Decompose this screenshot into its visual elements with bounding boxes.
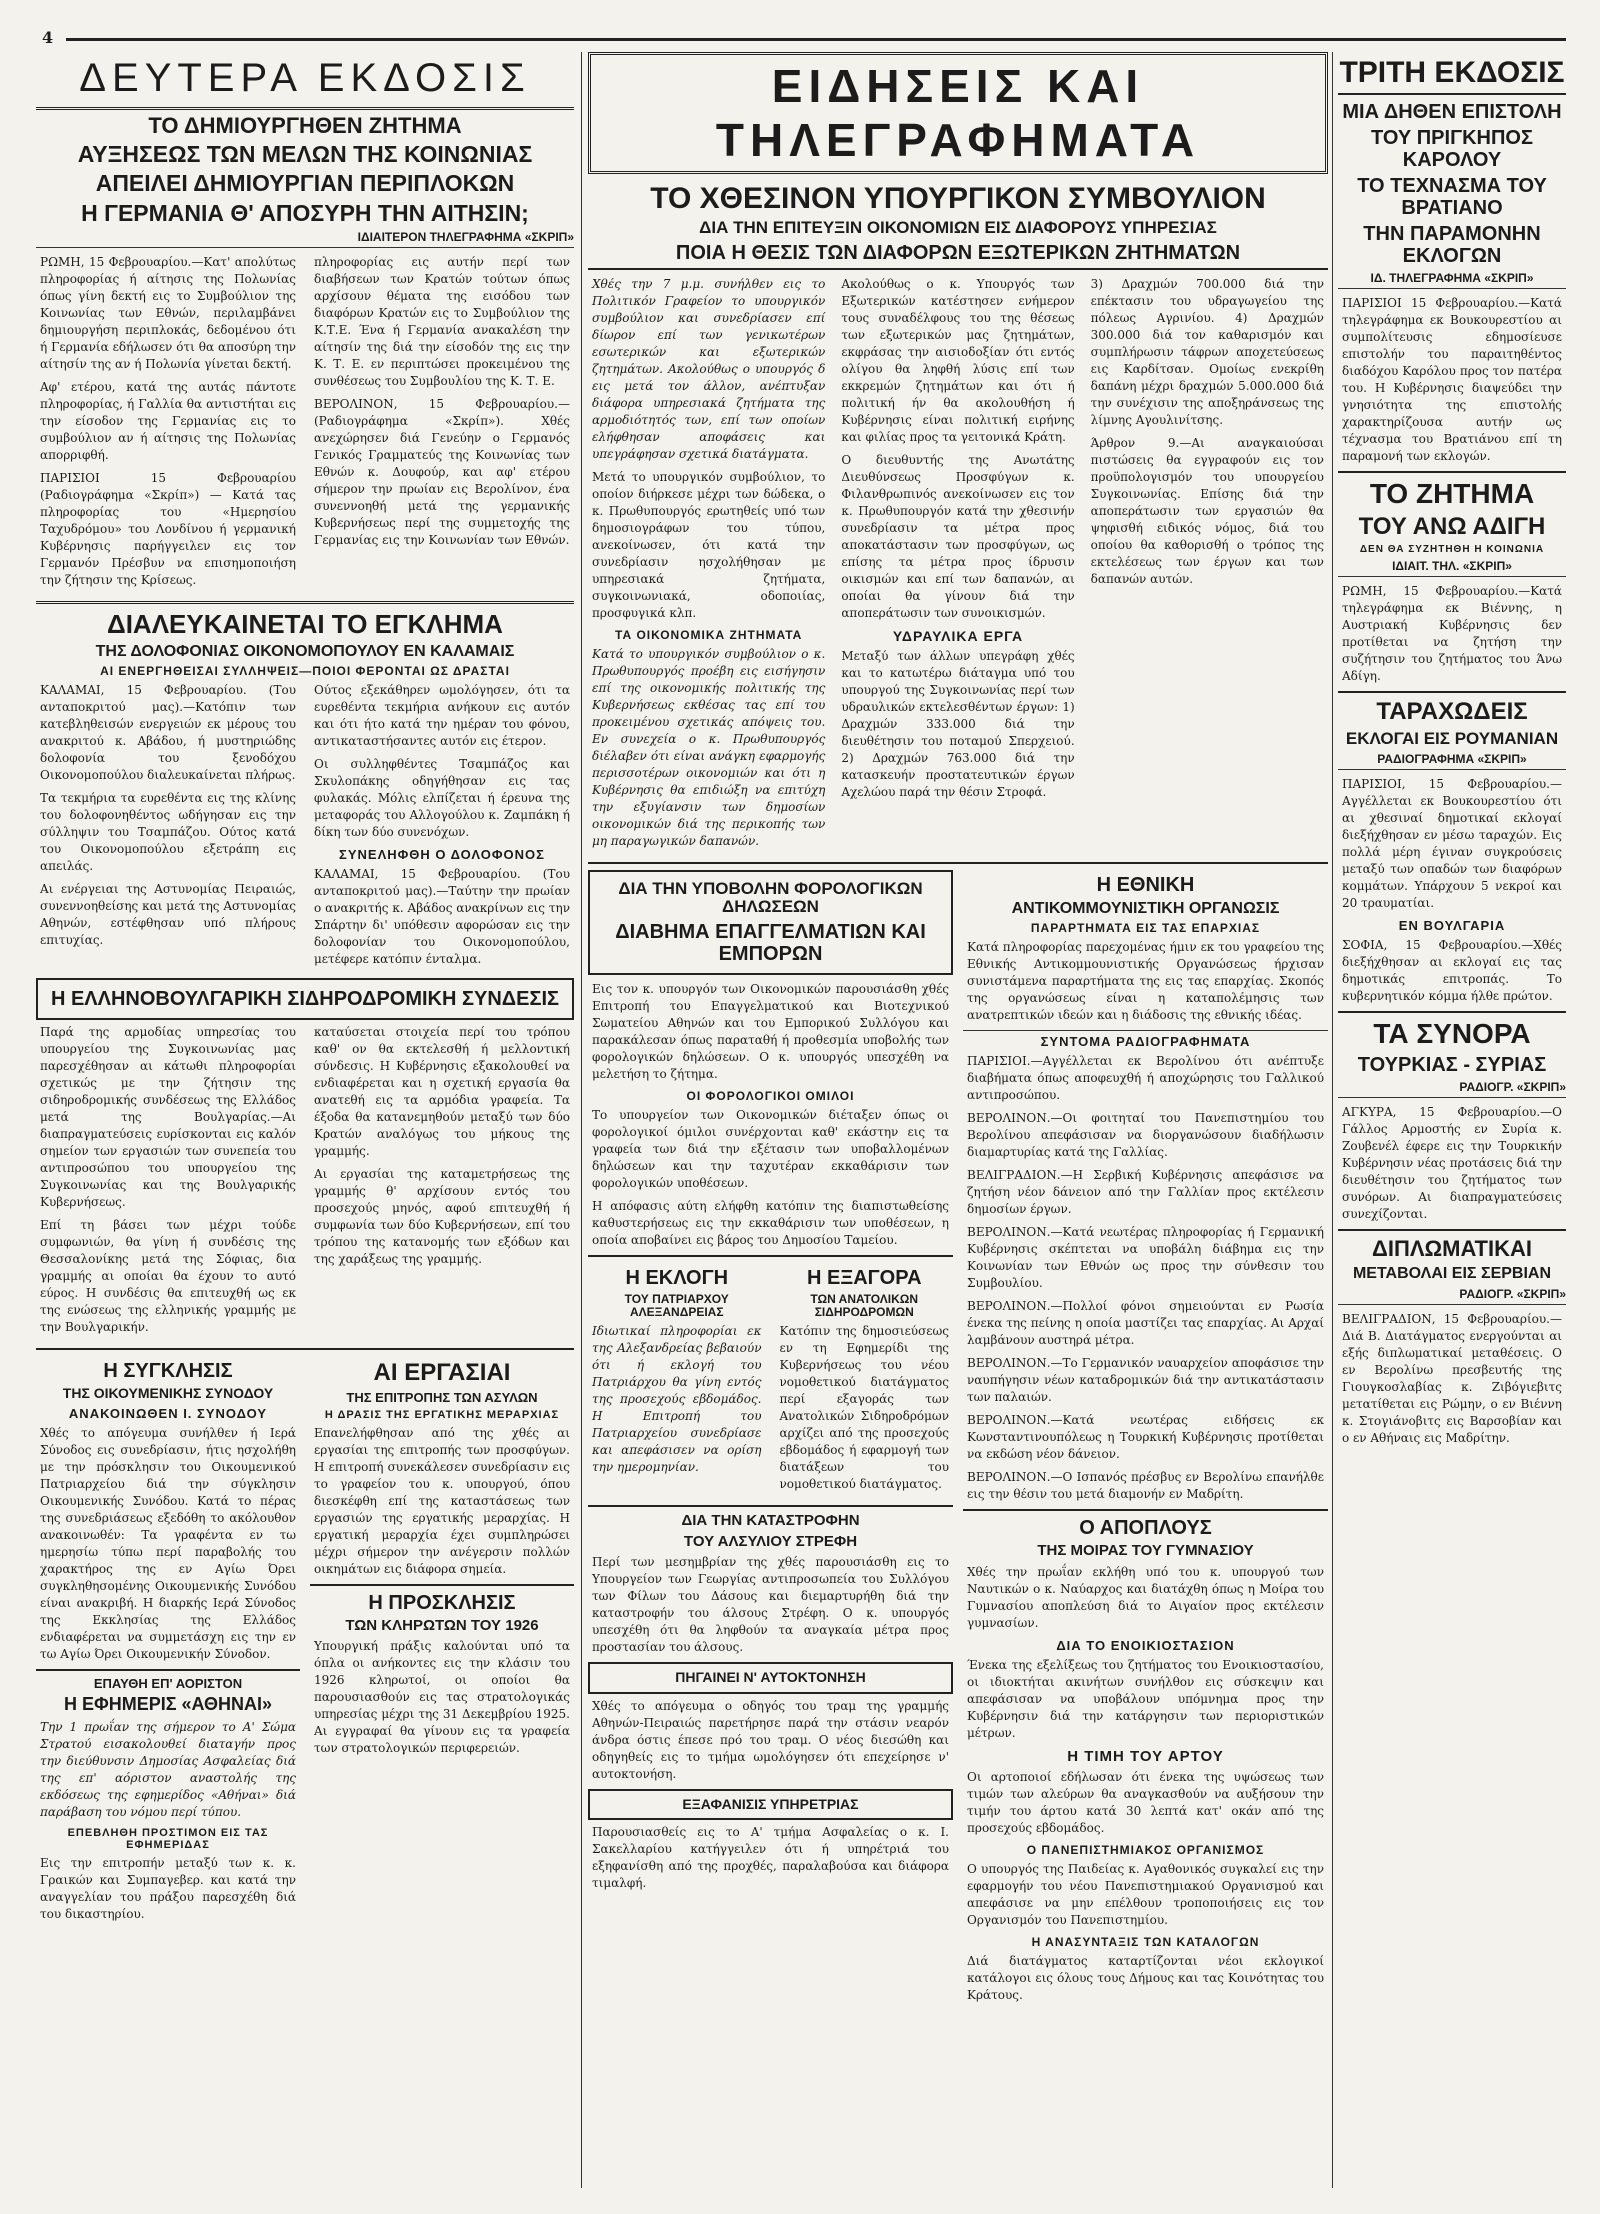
article-text: Άρθρον 9.—Αι αναγκαιούσαι πιστώσεις θα εγγραφούν εις τον προϋπολογισμόν του υπουργείου Συγκοινωνίας. Επίσης διά την αποπεράτωσιν των εργασιών θα ψηφισθή ειδικός νόμος, διά του οποίου θα καθορισθή ο τρόπος της εκτελέσεως των έργων και των δαπανών αυτών. <box>1090 435 1324 586</box>
article-text: Κατά το υπουργικόν συμβούλιον ο κ. Πρωθυπουργός προέβη εις εισήγησιν επί της οικονομικής πολιτικής της Κυβερνήσεως εκθέσας τας επί του προκειμένου σχετικάς απόψεις του. Εν συνεχεία ο κ. Πρωθυπουργός διέλαβεν ότι είναι ανάγκη εφαρμογής περισσοτέρων οικονομιών και ότι η Κυβέρνησις θα επιδιώξη να επιτύχη την εξυγίανσιν των δημοσίων οικονομικών διά της περικοπής των μη παραγωγικών δαπανών. <box>592 646 826 848</box>
article-text: ΑΓΚΥΡΑ, 15 Φεβρουαρίου.—Ο Γάλλος Αρμοστής εν Συρία κ. Ζουβενέλ έφερε εις την Τουρκικήν Κυβέρνησιν νέας προτάσεις διά την διευθέτησιν του ζητήματος των συνόρων. Αι διαπραγματεύσεις συνεχίζονται. <box>1342 1105 1562 1222</box>
article-text: 3) Δραχμών 700.000 διά την επέκτασιν του υδραγωγείου της πόλεως Αγρινίου. 4) Δραχμών 300.000 διά τον καθαρισμόν και συμπλήρωσιν τάφρων αποχετεύσεως εις Καρδίτσαν. Ομοίως ενεκρίθη δαπάνη μέχρι δραχμών 5.000.000 διά την συνέχισιν της αποξηράνσεως της λίμνης Αγουλινίτσης. <box>1090 276 1324 427</box>
article-title: ΕΚΛΟΓΑΙ ΕΙΣ ΡΟΥΜΑΝΙΑΝ <box>1345 728 1559 748</box>
article-subtitle: ΔΕΝ ΘΑ ΣΥΖΗΤΗΘΗ Η ΚΟΙΝΩΝΙΑ <box>1359 544 1545 556</box>
article-tax <box>588 870 953 2010</box>
article-text: Αφ' ετέρου, κατά της αυτάς πάντοτε πληροφορίας, ή Γαλλία θα αντιστήται εις την είσοδον της Γερμανίας εις το συμβούλιον αν ή αίτησις της Πολωνίας απορριφθή. <box>40 380 296 463</box>
article-text: Χθές το απόγευμα ο οδηγός του τραμ της γραμμής Αθηνών-Πειραιώς παρετήρησε παρά την στάσιν νεαρόν άνδρα όστις έπεσε πρό του τραμ. Ο νέος διεσώθη και οδηγηθείς εις το τμήμα ωμολόγησεν ότι επεχείρησε ν' αυτοκτονήση. <box>592 1698 949 1781</box>
article-byline: ΡΑΔΙΟΓΡ. «ΣΚΡΙΠ» <box>1338 1287 1566 1305</box>
article-title: ΤΗΣ ΔΟΛΟΦΟΝΙΑΣ ΟΙΚΟΝΟΜΟΠΟΥΛΟΥ ΕΝ ΚΑΛΑΜΑΙΣ <box>95 642 515 660</box>
article-title: Η ΕΚΛΟΓΗ <box>625 1267 729 1290</box>
article-text: Χθές την 7 μ.μ. συνήλθεν εις το Πολιτικόν Γραφείον το υπουργικόν συμβούλιον και συνεδρίασεν επί δίωρον επί των γενικωτέρων εσωτερικών και εξωτερικών ζητημάτων. Ακολούθως ο υπουργός δ εις μετά τον άλλον, ανέπτυξαν διάφορα υπηρεσιακά ζητήματα της αρμοδιότητός των, επί των οποίων ελήφθησαν αποφάσεις και υπεγράφησαν σχετικά διατάγματα. <box>592 276 826 461</box>
article-text: Οι αρτοποιοί εδήλωσαν ότι ένεκα της υψώσεως των τιμών των αλεύρων θα αναγκασθούν να αυξήσουν την τιμήν του άρτου κατά 30 λεπτά κατ' οκάν από της προσεχούς εβδομάδος. <box>967 1769 1324 1835</box>
article-text: Παρουσιασθείς εις το Α' τμήμα Ασφαλείας ο κ. Ι. Σακελλαρίου κατήγγειλεν ότι ή υπηρέτριά του εξηφανίσθη από της προχθές, παραλαβούσα και διάφορα τιμαλφή. <box>592 1825 949 1891</box>
article-text: ΚΑΛΑΜΑΙ, 15 Φεβρουαρίου. (Του ανταποκριτού μας).—Ταύτην την πρωίαν ο ανακριτής κ. Αβάδος ανακρίνων εις την Σπάρτην δι' υπόθεσιν αφορώσαν εις την δολοφονίαν του Οικονομοπούλου, μετέφερε κατόπιν ένταλμα. <box>314 867 570 967</box>
article-text: Ακολούθως ο κ. Υπουργός των Εξωτερικών κατέστησεν ενήμερον τους συναδέλφους του της θέσεως των εξωτερικών μας ζητημάτων, εκφράσας την αισιοδοξίαν ότι εντός ολίγου θα ληφθή λύσις επί των εκκρεμών ζητημάτων και ότι ή πολιτική ήν θα ακολουθήση ή Κυβέρνησις είναι πολιτική ειρήνης και φιλίας προς τα γειτονικά Κράτη. <box>841 276 1075 444</box>
newspaper-page <box>36 28 1566 2188</box>
article-title: ΤΗΣ ΟΙΚΟΥΜΕΝΙΚΗΣ ΣΥΝΟΔΟΥ <box>62 1385 274 1402</box>
article-text: ΒΕΛΙΓΡΑΔΙΟΝ, 15 Φεβρουαρίου.—Διά Β. Διατάγματος ενεργούνται αι εξής διπλωματικαί μεταθέσεις. Ο εν Βερολίνω πρεσβευτής της Γιουγκοσλαβίας κ. Ζιβόγιεβιτς μετατίθεται εις Ρώμην, ο εν Βιέννη κ. Στογιάνοβιτς εις Βαρσοβίαν και ο εν Αθήναις εις Μαδρίτην. <box>1342 1311 1562 1445</box>
article-text: ΠΑΡΙΣΙΟΙ 15 Φεβρουαρίου.—Κατά τηλεγράφημα εκ Βουκουρεστίου αι συμπολίτευσις εδημοσίευσε επιστολήν του παραιτηθέντος διαδόχου Καρόλου προς τον πατέρα του. Η Κυβέρνησις διαψεύδει την γνησιότητα της επιστολής χαρακτηρίζουσα αυτήν ως τέχνασμα του Βρατιάνου επί τη παραμονή των εκλογών. <box>1342 296 1562 463</box>
article-title: ΑΝΤΙΚΟΜΜΟΥΝΙΣΤΙΚΗ ΟΡΓΑΝΩΣΙΣ <box>1011 899 1280 917</box>
article-text: Την 1 πρωΐαν της σήμερον το Α' Σώμα Στρατού εισακολουθεί διαταγήν προς την διεύθυνσιν Δημοσίας Ασφαλείας διά της επ' αόριστον αναστολής της εκδόσεως της εφημερίδος «Αθήναι» διά παράβαση του νόμου περί τύπου. <box>40 1719 296 1819</box>
article-title: ΑΙ ΕΡΓΑΣΙΑΙ <box>373 1359 511 1387</box>
article-title: ΔΙΑ ΤΗΝ ΚΑΤΑΣΤΡΟΦΗΝ <box>681 1512 860 1530</box>
article-title: ΤΟ ΔΗΜΙΟΥΡΓΗΘΕΝ ΖΗΤΗΜΑ <box>148 113 462 138</box>
article-title: Η ΕΦΗΜΕΡΙΣ «ΑΘΗΝΑΙ» <box>63 1693 273 1714</box>
article-text: Χθές το απόγευμα συνήλθεν ή Ιερά Σύνοδος εις συνεδρίασιν, ήτις ησχολήθη με την πρόσκλησιν του Οικουμενικού Πατριαρχείου διά την σύγκλησιν Οικουμενικής Συνόδου. Κατά το πέρας της συνεδριάσεως εξεδόθη το ακόλουθον ανακοινωθέν: Τα γραφέντα εν τω ημερησίω τύπω περί παραβολής του χαρακτήρος της εν Αγίω Όρει συγκληθησομένης Οικουμενικής Συνόδου είναι ανακριβή. Η διαρκής Ιερά Σύνοδος της Εκκλησίας της Ελλάδος ενδιαφέρεται να συμμετάσχη εις την εν τω Αγίω Όρει Οικουμενικήν Σύνοδον. <box>40 1425 296 1661</box>
column-rule <box>1332 52 1333 2188</box>
article-title: ΑΥΞΗΣΕΩΣ ΤΩΝ ΜΕΛΩΝ ΤΗΣ ΚΟΙΝΩΝΙΑΣ <box>77 141 533 168</box>
top-rule <box>66 38 1566 41</box>
divider <box>963 1509 1328 1511</box>
article-byline: ΡΑΔΙΟΓΡ. «ΣΚΡΙΠ» <box>1338 1080 1566 1098</box>
article-text: Ούτος εξεκάθηρεν ωμολόγησεν, ότι τα ευρεθέντα τεκμήρια ανήκουν εις αυτόν και ότι ήτο κατά την ημέραν του φόνου, αντικαταστήσαντες αυτόν εις έτερον. <box>314 683 570 749</box>
article-title: ΠΗΓΑΙΝΕΙ Ν' ΑΥΤΟΚΤΟΝΗΣΗ <box>675 1669 866 1686</box>
article-title: Η ΓΕΡΜΑΝΙΑ Θ' ΑΠΟΣΥΡΗ ΤΗΝ ΑΙΤΗΣΙΝ; <box>81 199 529 226</box>
divider <box>588 1255 953 1257</box>
article-text: ΠΑΡΙΣΙΟΙ 15 Φεβρουαρίου (Ραδιογράφημα «Σκρίπ») — Κατά τας πληροφορίας του «Ημερησίου Ταχυδρόμου» του Λονδίνου ή γερμανική Κυβέρνησις παρήγγειλεν εις τον Γερμανόν Πρέσβυν να επισημοποιήση την ζήτησιν της Κρίσεως. <box>40 471 296 588</box>
article-title: ΤΟ ΖΗΤΗΜΑ <box>1369 478 1535 509</box>
article-subtitle: Ο ΠΑΝΕΠΙΣΤΗΜΙΑΚΟΣ ΟΡΓΑΝΙΣΜΟΣ <box>1026 1842 1265 1857</box>
third-masthead: ΤΡΙΤΗ ΕΚΔΟΣΙΣ <box>1338 56 1566 95</box>
article-text: Ο υπουργός της Παιδείας κ. Αγαθονικός συγκαλεί εις την εφαρμογήν του νέου Πανεπιστημιακού Οργανισμού και απεφάσισε να μην επέλθουν τροποποιήσεις εις τον Οργανισμόν του Πανεπιστημίου. <box>967 1861 1324 1927</box>
article-title: ΤΗΣ ΕΠΙΤΡΟΠΗΣ ΤΩΝ ΑΣΥΛΩΝ <box>346 1389 538 1405</box>
article-text: Εις την επιτροπήν μεταξύ των κ. κ. Γραικών και Συμπαγεβερ. και κατά την αναγγελίαν του πράξου παρεσχέθη διά του δικαστηρίου. <box>40 1855 296 1921</box>
article-byline: ΙΔΙΑΙΤΕΡΟΝ ΤΗΛΕΓΡΑΦΗΜΑ «ΣΚΡΙΠ» <box>36 230 574 248</box>
article-title: ΔΙΠΛΩΜΑΤΙΚΑΙ <box>1372 1236 1532 1262</box>
article-title: ΤΟΥ ΠΑΤΡΙΑΡΧΟΥ ΑΛΕΞΑΝΔΡΕΙΑΣ <box>624 1292 729 1320</box>
article-text: Επανελήφθησαν από της χθές αι εργασίαι της επιτροπής των προσφύγων. Η επιτροπή συνεκάλεσεν συνεδρίασιν εις το γραφείον του κ. υπουργού, όπου διεσκέφθη επί της καταστάσεως των εργασιών της εργατικής μεραρχίας. Η εργατική μεραρχία έχει συμπληρώσει μέχρι σήμερον την ανέγερσιν πολλών οικημάτων εις διάφορα σημεία. <box>314 1425 570 1576</box>
article-text: Ο διευθυντής της Ανωτάτης Διευθύνσεως Προσφύγων κ. Φιλανθρωπινός ανεκοίνωσεν εις τον κ. Πρωθυπουργόν κατά την χθεσινήν συνεδρίασιν τα μέτρα προς αποκατάστασιν των προσφύγων, ως επίσης τα μέτρα προς ίδρυσιν οικισμών και επί των δαπανών, αι οποίαι θα γίνουν διά την αποπεράτωσιν των συνοικισμών. <box>841 452 1075 620</box>
article-text: ΠΑΡΙΣΙΟΙ, 15 Φεβρουαρίου.—Αγγέλλεται εκ Βουκουρεστίου ότι αι χθεσιναί δημοτικαί εκλογαί διεξήχθησαν εν μέσω ταραχών. Εις πολλά μέρη έγιναν συγκρούσεις μεταξύ των οπαδών των διαφόρων κομμάτων. Υπάρχουν 5 νεκροί και 20 τραυματίαι. <box>1342 777 1562 911</box>
article-title: Η ΕΛΛΗΝΟΒΟΥΛΓΑΡΙΚΗ ΣΙΔΗΡΟΔΡΟΜΙΚΗ ΣΥΝΔΕΣΙΣ <box>50 988 560 1011</box>
article-anticommunist <box>963 870 1328 2010</box>
article-text: Ιδιωτικαί πληροφορίαι εκ της Αλεξανδρείας βεβαιούν ότι ή εκλογή του Πατριάρχου θα γίνη εντός της προσεχούς εβδομάδος. Η Επιτροπή του Πατριαρχείου συνεδρίασε και απεφάσισεν να ορίση την ημερομηνίαν. <box>592 1324 762 1475</box>
article-subtitle: ΕΠΕΒΛΗΘΗ ΠΡΟΣΤΙΜΟΝ ΕΙΣ ΤΑΣ ΕΦΗΜΕΡΙΔΑΣ <box>67 1826 269 1851</box>
article-text: ΚΑΛΑΜΑΙ, 15 Φεβρουαρίου. (Του ανταποκριτού μας).—Κατόπιν των κατεβληθεισών ενεργειών εκ μέρους του ανακριτού κ. Αβάδου, ή μυστηριώδης δολοφονία του ξενοδόχου Οικονομοπούλου διαλευκαίνεται πλήρως. <box>40 683 296 783</box>
article-subtitle: ΔΙΑ ΤΟ ΕΝΟΙΚΙΟΣΤΑΣΙΟΝ <box>1056 1637 1235 1653</box>
left-masthead: ΔΕΥΤΕΡΑ ΕΚΔΟΣΙΣ <box>36 52 574 110</box>
article-subtitle: ΤΑ ΟΙΚΟΝΟΜΙΚΑ ΖΗΤΗΜΑΤΑ <box>615 627 803 642</box>
divider <box>1338 1011 1566 1013</box>
article-text: Διά διατάγματος καταρτίζονται νέοι εκλογικοί κατάλογοι εις όλους τους Δήμους και τας Κοινότητας του Κράτους. <box>967 1953 1324 2002</box>
article-text: ΒΕΡΟΛΙΝΟΝ.—Οι φοιτηταί του Πανεπιστημίου του Βερολίνου απεφάσισαν να διοργανώσουν διαδήλωσιν διαμαρτυρίας κατά της Γαλλίας. <box>967 1111 1324 1160</box>
article-text: ΒΕΡΟΛΙΝΟΝ, 15 Φεβρουαρίου.—(Ραδιογράφημα «Σκρίπ»). Χθές ανεχώρησεν διά Γενεύην ο Γερμανός Γενικός Γραμματεύς της Κοινωνίας των Εθνών κ. Δουφούρ, και αφ' ετέρου σήμερον την πρωίαν εις Βερολίνον, ένα συνεννοηθή μετά της γερμανικής Κυβερνήσεως περί της συμμετοχής της Γερμανίας εις την Κοινωνίαν των Εθνών. <box>314 397 570 548</box>
article-grove <box>588 1513 953 1656</box>
divider <box>588 1505 953 1507</box>
article-byline: ΡΑΔΙΟΓΡΑΦΗΜΑ «ΣΚΡΙΠ» <box>1338 752 1566 770</box>
article-title: ΤΟΥΡΚΙΑΣ - ΣΥΡΙΑΣ <box>1357 1054 1547 1077</box>
article-text: Κατόπιν της δημοσιεύσεως εν τη Εφημερίδι της Κυβερνήσεως του νέου νομοθετικού διατάγματος περί εξαγοράς των Ανατολικών Σιδηροδρόμων αρχίζει από της προσεχούς εβδομάδος ή εφαρμογή των διατάξεων του νομοθετικού διατάγματος. <box>779 1324 949 1492</box>
divider <box>36 601 574 604</box>
article-title: ΔΙΑΛΕΥΚΑΙΝΕΤΑΙ ΤΟ ΕΓΚΛΗΜΑ <box>107 609 503 640</box>
news-section <box>588 52 1328 2188</box>
article-subtitle: ΔΙΑ ΤΗΝ ΕΠΙΤΕΥΞΙΝ ΟΙΚΟΝΟΜΙΩΝ ΕΙΣ ΔΙΑΦΟΡΟΥΣ ΥΠΗΡΕΣΙΑΣ <box>699 218 1217 237</box>
article-title: ΑΠΕΙΛΕΙ ΔΗΜΙΟΥΡΓΙΑΝ ΠΕΡΙΠΛΟΚΩΝ <box>95 170 515 197</box>
article-title: ΤΟ ΤΕΧΝΑΣΜΑ ΤΟΥ ΒΡΑΤΙΑΝΟ <box>1357 175 1547 219</box>
article-text: Αι εργασίαι της καταμετρήσεως της γραμμής θ' αρχίσουν εντός του προσεχούς μηνός, αφού επιτευχθή ή συμφωνία των δύο Κυβερνήσεων, επί του τρόπου της κατανομής των εξόδων και της χαράξεως της γραμμής. <box>314 1167 570 1267</box>
article-synod <box>36 1356 300 1928</box>
divider <box>310 1584 574 1586</box>
article-text: ΡΩΜΗ, 15 Φεβρουαρίου.—Κατά τηλεγράφημα εκ Βιέννης, η Αυστριακή Κυβέρνησις δεν προτίθεται να ζητήση την συζήτησιν του ζητήματος του Άνω Αδίγη. <box>1342 584 1562 684</box>
article-subtitle: ΑΝΑΚΟΙΝΩΘΕΝ Ι. ΣΥΝΟΔΟΥ <box>68 1405 268 1421</box>
article-title: ΕΠΑΥΘΗ ΕΠ' ΑΟΡΙΣΤΟΝ <box>93 1675 243 1691</box>
article-title: ΤΑ ΣΥΝΟΡΑ <box>1373 1018 1531 1050</box>
article-text: Παρά της αρμοδίας υπηρεσίας του υπουργείου της Συγκοινωνίας μας παρεσχέθησαν αι κάτωθι πληροφορίαι σχετικώς με την ζήτησιν της σιδηροδρομικής συνδέσεως της Ελλάδος μετά της Βουλγαρίας.—Αι διαπραγματεύσεις ευρίσκονται εις καλόν σημείον των εργασιών των συνεπεία του αντιπροσώπου του υπουργείου της Συγκοινωνίας και της Βουλγαρικής Κυβερνήσεως. <box>40 1025 296 1210</box>
article-text: Αι ενέργειαι της Αστυνομίας Πειραιώς, συνεννοηθείσης και μετά της Αστυνομίας Αθηνών, εστέφθησαν υπό πλήρους επιτυχίας. <box>40 882 296 948</box>
article-subtitle: ΟΙ ΦΟΡΟΛΟΓΙΚΟΙ ΟΜΙΛΟΙ <box>686 1089 855 1104</box>
article-title: Η ΕΞΑΓΟΡΑ <box>806 1267 922 1290</box>
article-title: Η ΕΘΝΙΚΗ <box>1096 873 1195 896</box>
article-kalamai <box>36 610 574 974</box>
article-text: πληροφορίας εις αυτήν περί των διαβήσεων των Κρατών τούτων όπως αρχίσουν θέματα της εισόδου των διαφόρων Κρατών εις το Συμβούλιον της Κ.Τ.Ε. Ένα ή Γερμανία ανακαλέση την αίτησίν της διά την είσοδόν της εις την Κ. Τ. Ε. εν περιπτώσει προκειμένου της συνθέσεως του Συμβουλίου της Κ. Τ. Ε. <box>314 255 570 389</box>
article-text: Εις τον κ. υπουργόν των Οικονομικών παρουσιάσθη χθές Επιτροπή του Επαγγελματικού και Βιοτεχνικού Σωματείου Αθηνών και του Εμπορικού Συλλόγου και παρακάλεσαν όπως παραταθή ή προθεσμία υποβολής των φορολογικών δηλώσεων. Ο κ. υπουργός υπεσχέθη να μελετήση το ζήτημα. <box>592 982 949 1082</box>
divider <box>1338 691 1566 693</box>
article-text: ΠΑΡΙΣΙΟΙ.—Αγγέλλεται εκ Βερολίνου ότι ανέπτυξε διαβήματα όπως αποφευχθή ή αποχώρησις του Γαλλικού αντιπροσώπου. <box>967 1054 1324 1103</box>
article-title: ΕΞΑΦΑΝΙΣΙΣ ΥΠΗΡΕΤΡΙΑΣ <box>682 1795 859 1812</box>
article-title: ΤΟΥ ΠΡΙΓΚΗΠΟΣ ΚΑΡΟΛΟΥ <box>1370 127 1533 171</box>
article-title: Ο ΑΠΟΠΛΟΥΣ <box>1079 1517 1212 1540</box>
article-title: ΤΩΝ ΚΛΗΡΩΤΩΝ ΤΟΥ 1926 <box>345 1616 539 1634</box>
article-title: ΔΙΑΒΗΜΑ ΕΠΑΓΓΕΛΜΑΤΙΩΝ ΚΑΙ ΕΜΠΟΡΩΝ <box>615 921 926 966</box>
article-title: ΤΗΝ ΠΑΡΑΜΟΝΗΝ ΕΚΛΟΓΩΝ <box>1363 223 1541 267</box>
article-patriarch <box>588 1263 766 1499</box>
divider <box>1338 1229 1566 1231</box>
article-railway-box <box>36 978 574 1020</box>
article-subtitle: ΕΝ ΒΟΥΛΓΑΡΙΑ <box>1398 918 1506 934</box>
article-byline: ΙΔΙΑΙΤ. ΤΗΛ. «ΣΚΡΙΠ» <box>1338 559 1566 577</box>
article-subtitle: ΥΔΡΑΥΛΙΚΑ ΕΡΓΑ <box>892 627 1024 644</box>
article-title: Η ΠΡΟΣΚΛΗΣΙΣ <box>368 1591 516 1614</box>
news-masthead: ΕΙΔΗΣΕΙΣ ΚΑΙ ΤΗΛΕΓΡΑΦΗΜΑΤΑ <box>588 52 1328 174</box>
article-text: Επί τη βάσει των μέχρι τούδε συμφωνιών, θα γίνη ή συνδέσις της Θεσσαλονίκης μετά της Σόφιας, δια γραμμής αι οποίαι θα έχουν το αυτό εύρος. Η συνδέσις θα επιτευχθή ως εκ της ενώσεως της ελληνικής γραμμής με την Βουλγαρικήν. <box>40 1218 296 1335</box>
article-text: ΒΕΡΟΛΙΝΟΝ.—Πολλοί φόνοι σημειούνται εν Ρωσία ένεκα της πείνης η οποία μαστίζει τας επαρχίας. Αι Αρχαί λαμβάνουν αυστηρά μέτρα. <box>967 1299 1324 1348</box>
article-asylum <box>310 1356 574 1928</box>
third-edition-section <box>1338 52 1566 2188</box>
article-title: ΜΙΑ ΔΗΘΕΝ ΕΠΙΣΤΟΛΗ <box>1342 101 1562 123</box>
article-title: ΜΕΤΑΒΟΛΑΙ ΕΙΣ ΣΕΡΒΙΑΝ <box>1352 1265 1552 1283</box>
article-cabinet <box>588 182 1328 856</box>
article-text: Μεταξύ των άλλων υπεγράφη χθές και το κατωτέρω διάταγμα υπό του υπουργού της Συγκοινωνίας περί των υδραυλικών εκτελεσθέντων έργων: 1) Δραχμών 333.000 διά την διευθέτησιν του ποταμού Σπερχειού. 2) Δραχμών 763.000 διά την κατασκευήν προστατευτικών έργων Αχελώου παρά την θέσιν Στροφά. <box>841 648 1075 799</box>
article-text: Το υπουργείον των Οικονομικών διέταξεν όπως οι φορολογικοί όμιλοι συνέρχονται καθ' εκάστην εις τα γραφεία των διά την εξέτασιν των υποβαλλομένων δηλώσεων και την ταχυτέραν εκκαθάρισιν των φορολογικών υποθέσεων. <box>592 1108 949 1191</box>
article-title: ΤΟ ΧΘΕΣΙΝΟΝ ΥΠΟΥΡΓΙΚΟΝ ΣΥΜΒΟΥΛΙΟΝ <box>650 182 1266 215</box>
divider <box>36 1348 574 1350</box>
page-number: 4 <box>42 28 54 47</box>
article-text: Χθές την πρωΐαν εκλήθη υπό του κ. υπουργού των Ναυτικών ο κ. Ναύαρχος και διατάχθη όπως η Μοίρα του Γυμνασίου αποπλεύση διά το Αιγαίον προς εκτέλεσιν γυμνασίων. <box>967 1564 1324 1630</box>
article-title: ΤΗΣ ΜΟΙΡΑΣ ΤΟΥ ΓΥΜΝΑΣΙΟΥ <box>1037 1542 1254 1560</box>
article-text: ΒΕΡΟΛΙΝΟΝ.—Ο Ισπανός πρέσβυς εν Βερολίνω επανήλθε εις την θέσιν του μετά διαμονήν εν Μαδρίτη. <box>967 1470 1324 1502</box>
article-text: Οι συλληφθέντες Τσαμπάζος και Σκυλοπάκης οδηγήθησαν εις τας φυλακάς. Μόλις ελπίζεται ή έρευνα της μεταφοράς του Αλλογούλου κ. Ζαμπάκη ή δίκη των δύο συνενόχων. <box>314 757 570 840</box>
article-text: Περί των μεσημβρίαν της χθές παρουσιάσθη εις το Υπουργείον των Γεωργίας αντιπροσωπεία του Συλλόγου των Φίλων του Δάσους και διεμαρτυρήθη διά την καταστροφήν του άλσους Στρέφη. Ο κ. υπουργός υπεσχέθη ότι θα ληφθούν τα αναγκαία μέτρα προς προστασίαν του άλσους. <box>592 1555 949 1655</box>
article-text: Κατά πληροφορίας παρεχομένας ήμιν εκ του γραφείου της Εθνικής Αντικομμουνιστικής Οργανώσεως ήρχισαν συνιστάμενα παραρτήματα της εις τας επαρχίας. Σκοπός της οργανώσεως είναι η καταπολέμησις των ανατρεπτικών ιδεών και η διάδοσις της εθνικής ιδέας. <box>967 940 1324 1023</box>
article-railways <box>776 1263 954 1499</box>
column-rule <box>581 52 582 2188</box>
article-text: ΒΕΡΟΛΙΝΟΝ.—Κατά νεωτέρας πληροφορίας ή Γερμανική Κυβέρνησις σκέπτεται να υποβάλη διάβημα εις την Κοινωνίαν των Εθνών ως προς την σύνθεσιν του Συμβουλίου. <box>967 1225 1324 1291</box>
article-text: Τα τεκμήρια τα ευρεθέντα εις της κλίνης του δολοφονηθέντος ωδήγησαν εις την σύλληψιν του Τσαμπάζου. Ούτος κατά του Οικονομοπούλου εξετράπη εις απειλάς. <box>40 791 296 874</box>
article-text: ΣΟΦΙΑ, 15 Φεβρουαρίου.—Χθές διεξήχθησαν αι εκλογαί εις τας δημοτικάς επιτροπάς. Το κυβερνητικόν κόμμα ήλθε πρώτον. <box>1342 938 1562 1004</box>
article-subtitle: ΣΥΝΕΛΗΦΘΗ Ο ΔΟΛΟΦΟΝΟΣ <box>339 847 545 863</box>
article-text: καταύσεται στοιχεία περί του τρόπου καθ' ον θα εκτελεσθή ή μελλοντική σύνδεσις. Η Κυβέρνησις εξακολουθεί να ενδιαφέρεται και η σχετική εργασία θα ανατεθή εις τα αρμόδια γραφεία. Τα έξοδα θα κατανεμηθούν μεταξύ των δύο Κρατών αναλόγως του μήκους της γραμμής. <box>314 1025 570 1159</box>
article-text: ΡΩΜΗ, 15 Φεβρουαρίου.—Κατ' απολύτως πληροφορίας ή αίτησις της Πολωνίας όπως γίνη δεκτή εις το Συμβούλιον της Κοινωνίας των Εθνών, περιλαμβάνει δημιουργήση περιπλοκάς, δεδομένου ότι ή Γερμανία εδήλωσεν ότι θα αποσύρη την αίτησίν της αν ή Πολωνία γίνεται δεκτή. <box>40 255 296 372</box>
left-section <box>36 52 574 2188</box>
article-title: ΔΙΑ ΤΗΝ ΥΠΟΒΟΛΗΝ ΦΟΡΟΛΟΓΙΚΩΝ ΔΗΛΩΣΕΩΝ <box>618 878 923 917</box>
article-text: Ένεκα της εξελίξεως του ζητήματος του Ενοικιοστασίου, οι ιδιοκτήται ακινήτων συνήλθον εις σύσκεψιν και απεφάσισαν να υποβάλουν υπόμνημα προς την Κυβέρνησιν διά την κατάργησιν των περιοριστικών μέτρων. <box>967 1657 1324 1740</box>
divider <box>36 1669 300 1671</box>
article-text: Μετά το υπουργικόν συμβούλιον, το οποίον διήρκεσε μέχρι των δώδεκα, ο κ. Πρωθυπουργός ερωτηθείς υπό των δημοσιογράφων του τύπου, ανεκοίνωσεν, ότι κατά την συνεδρίασιν ησχολήθησαν με υπηρεσιακά ζητήματα, συγκοινωνιακά, οδοποιίας, προσφυγικά κλπ. <box>592 469 826 620</box>
article-subtitle: ΑΙ ΕΝΕΡΓΗΘΕΙΣΑΙ ΣΥΛΛΗΨΕΙΣ—ΠΟΙΟΙ ΦΕΡΟΝΤΑΙ ΩΣ ΔΡΑΣΤΑΙ <box>100 664 510 679</box>
article-text: Η απόφασις αύτη ελήφθη κατόπιν της διαπιστωθείσης καθυστερήσεως εις την εκκαθάρισιν των υποθέσεων, η οποία αποβαίνει εις βάρος του Δημοσίου Ταμείου. <box>592 1199 949 1248</box>
article-byline: ΙΔ. ΤΗΛΕΓΡΑΦΗΜΑ «ΣΚΡΙΠ» <box>1338 271 1566 289</box>
article-text: Υπουργική πράξις καλούνται υπό τα όπλα οι ανήκοντες εις την κλάσιν του 1926 κληρωτοί, οι οποίοι θα παρουσιασθούν εις τας στρατολογικάς υπηρεσίας μέχρι της 31 Δεκεμβρίου 1925. Αι εγγραφαί θα γίνουν εις τα γραφεία των στρατολογικών περιφερειών. <box>314 1639 570 1756</box>
article-text: ΒΕΡΟΛΙΝΟΝ.—Το Γερμανικόν ναυαρχείον αποφάσισε την ναυπήγησιν νέων καταδρομικών διά την αντικατάστασιν των παλαιών. <box>967 1356 1324 1405</box>
article-title: ΤΩΝ ΑΝΑΤΟΛΙΚΩΝ ΣΙΔΗΡΟΔΡΟΜΩΝ <box>810 1292 919 1320</box>
article-title: ΤΟΥ ΑΛΣΥΛΙΟΥ ΣΤΡΕΦΗ <box>683 1532 858 1550</box>
article-text: ΒΕΡΟΛΙΝΟΝ.—Κατά νεωτέρας ειδήσεις εκ Κωνσταντινουπόλεως η Τουρκική Κυβέρνησις προτίθεται να εκδώση νέον δάνειον. <box>967 1413 1324 1462</box>
article-subtitle: ΠΟΙΑ Η ΘΕΣΙΣ ΤΩΝ ΔΙΑΦΟΡΩΝ ΕΞΩΤΕΡΙΚΩΝ ΖΗΤΗΜΑΤΩΝ <box>588 242 1328 270</box>
divider <box>588 862 1328 864</box>
article-title: Η ΣΥΓΚΛΗΣΙΣ <box>103 1360 233 1383</box>
article-title: ΤΑΡΑΧΩΔΕΙΣ <box>1376 698 1528 726</box>
article-subtitle: ΠΑΡΑΡΤΗΜΑΤΑ ΕΙΣ ΤΑΣ ΕΠΑΡΧΙΑΣ <box>1030 921 1261 936</box>
article-title: ΤΟΥ ΑΝΩ ΑΔΙΓΗ <box>1358 512 1546 540</box>
divider <box>1338 471 1566 473</box>
article-subtitle: Η ΤΙΜΗ ΤΟΥ ΑΡΤΟΥ <box>1067 1747 1224 1765</box>
article-subtitle: Η ΑΝΑΣΥΝΤΑΞΙΣ ΤΩΝ ΚΑΤΑΛΟΓΩΝ <box>1031 1934 1260 1949</box>
article-subtitle: Η ΔΡΑΣΙΣ ΤΗΣ ΕΡΓΑΤΙΚΗΣ ΜΕΡΑΡΧΙΑΣ <box>324 1408 560 1421</box>
article-subtitle: ΣΥΝΤΟΜΑ ΡΑΔΙΟΓΡΑΦΗΜΑΤΑ <box>963 1030 1328 1049</box>
article-koinonia <box>36 114 574 595</box>
article-text: ΒΕΛΙΓΡΑΔΙΟΝ.—Η Σερβική Κυβέρνησις απεφάσισε να ζητήση νέον δάνειον από την Γαλλίαν προς εκτέλεσιν δημοσίων έργων. <box>967 1168 1324 1217</box>
